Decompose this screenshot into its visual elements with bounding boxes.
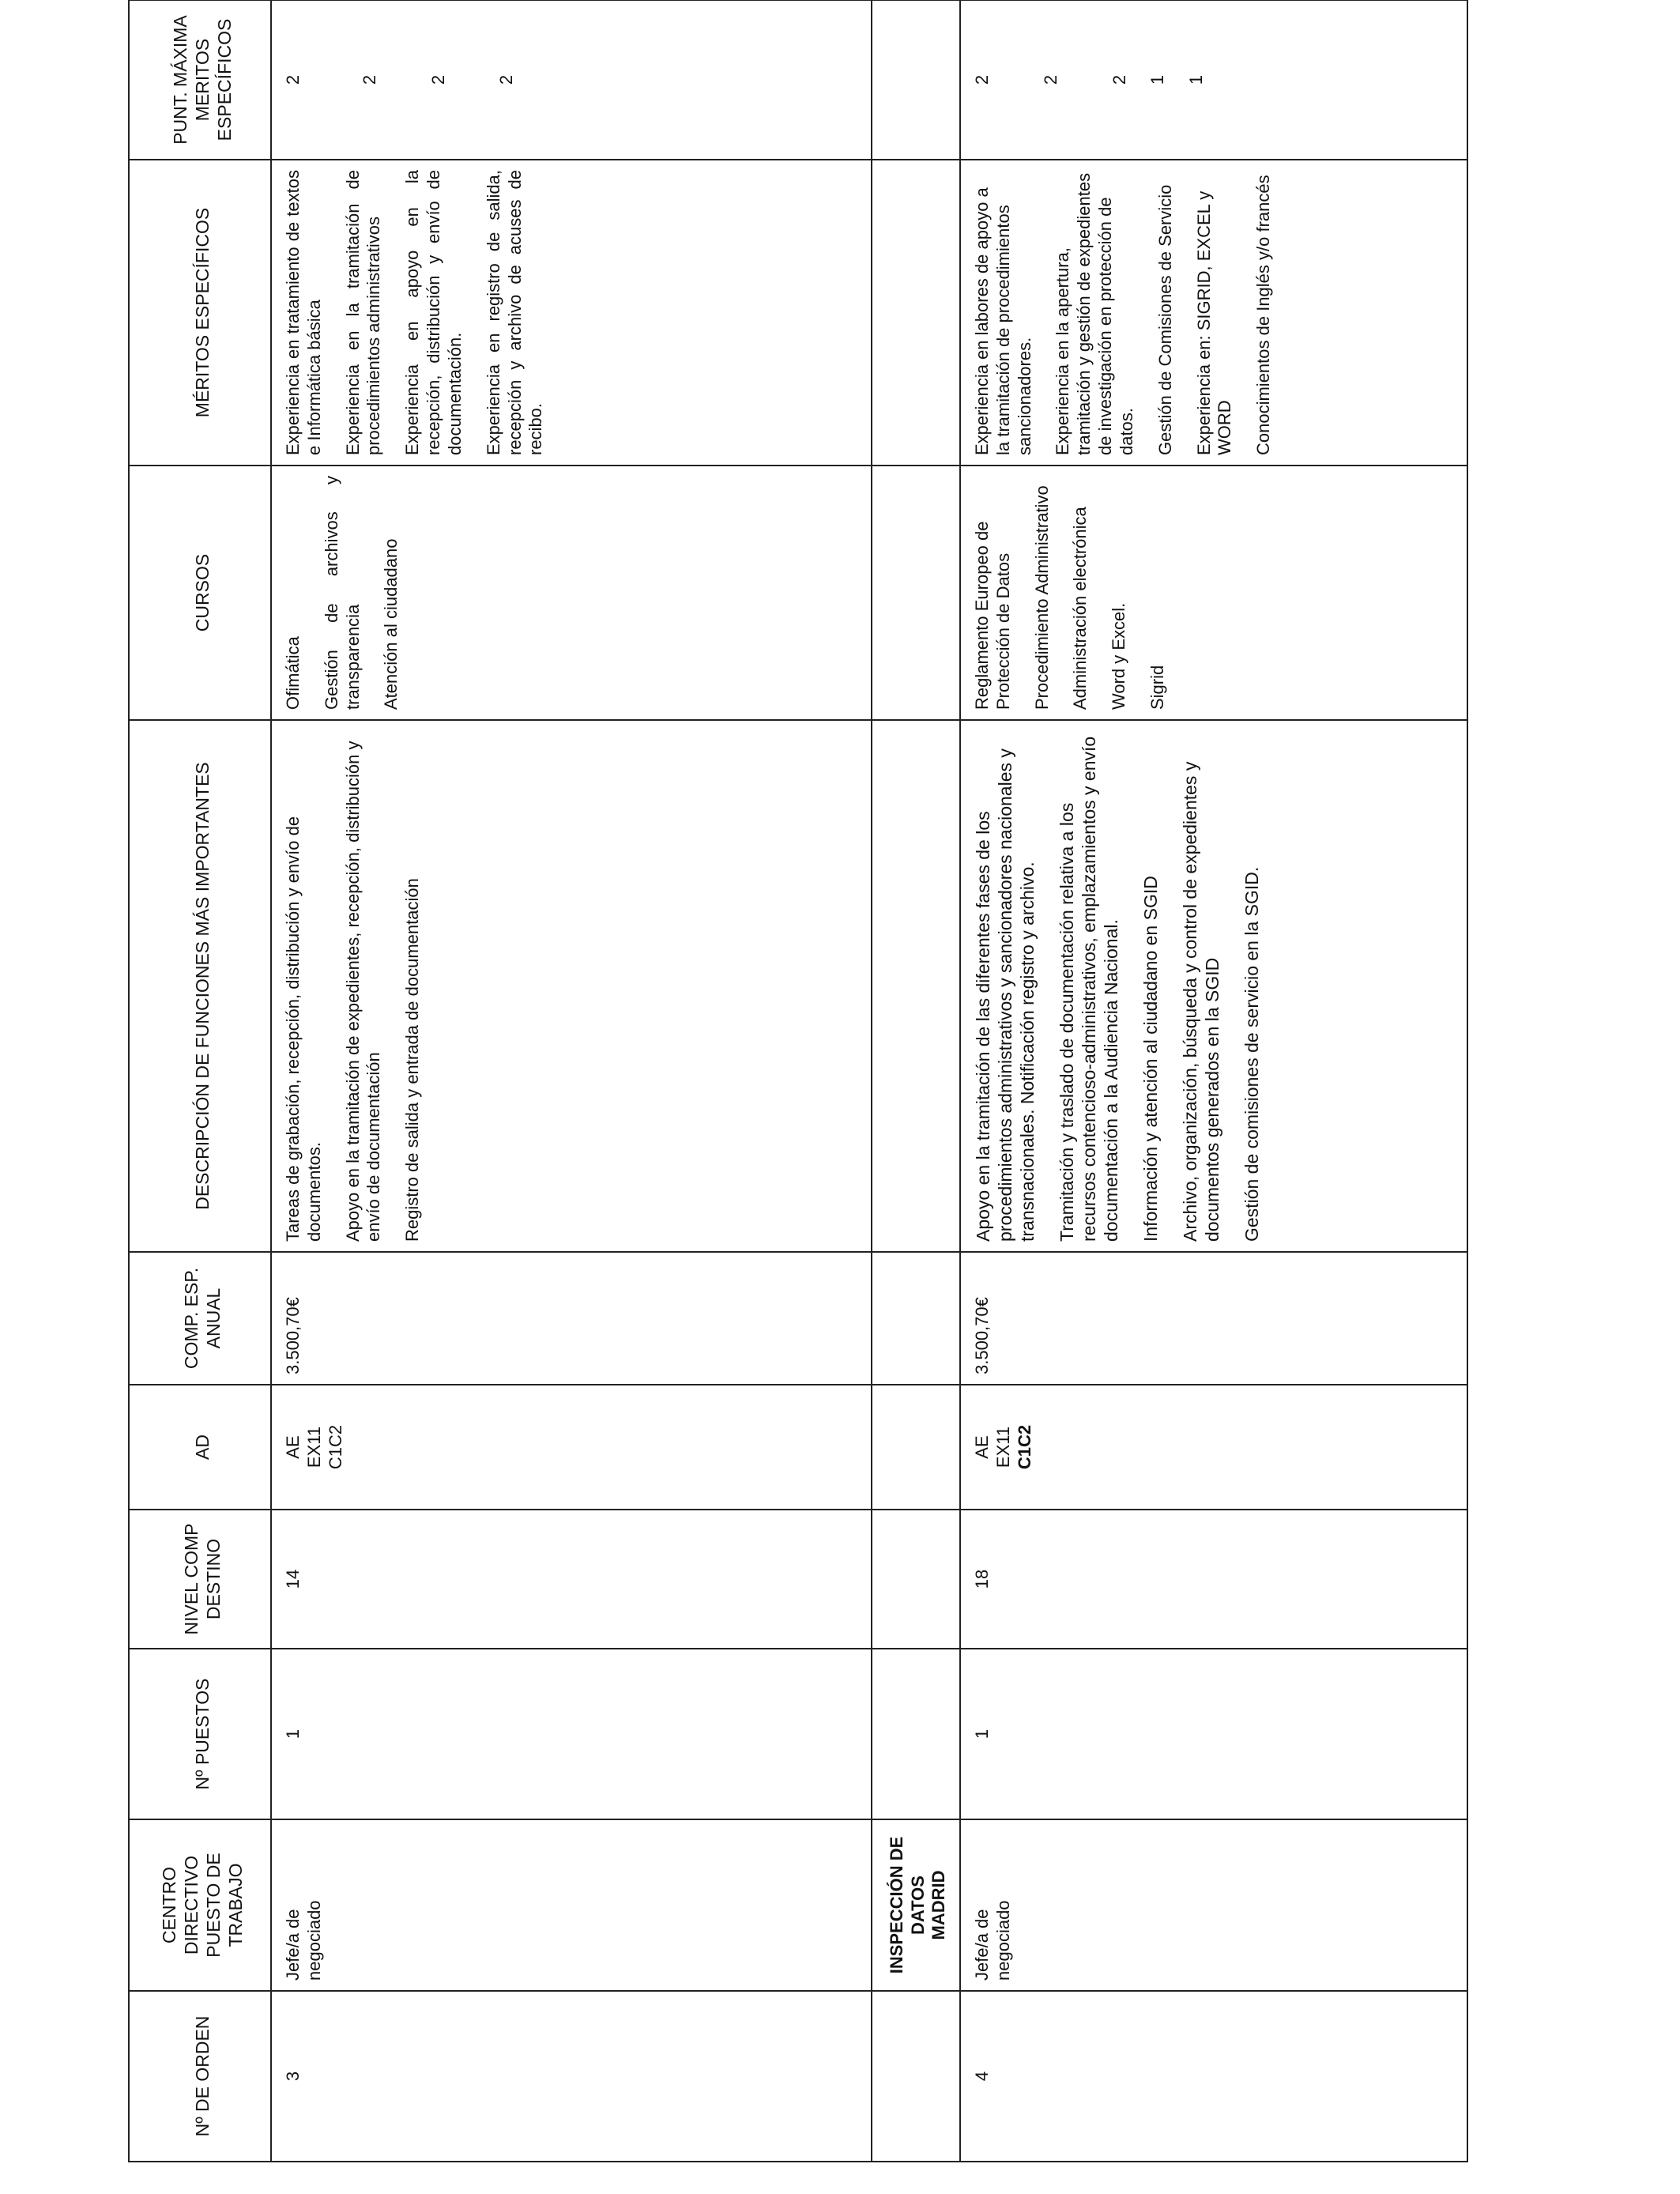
curso-item: Administración electrónica (1070, 507, 1090, 710)
puesto-cell: Jefe/a de negociado (271, 1819, 872, 1991)
merito-item: Experiencia en la tramitación de procedimientos administrativos (342, 170, 384, 455)
merito-item: Experiencia en apoyo en la recepción, distribución y envío de documentación. (402, 170, 465, 455)
funcion-item: Tramitación y traslado de documentación relativa a los recursos contencioso-administrativos, emplazamientos y envío documentación a la Audiencia Nacional. (1057, 736, 1122, 1242)
header-meritos: MÉRITOS ESPECÍFICOS (129, 160, 271, 466)
puesto-cell: Jefe/a de negociado (960, 1819, 1467, 1991)
ad-line: AE (972, 1435, 992, 1459)
ad-cell (271, 1385, 872, 1510)
ad-line: AE (283, 1435, 303, 1459)
punto-item: 2 (1109, 74, 1129, 85)
meritos-cell (960, 160, 1467, 466)
job-positions-table (128, 0, 1468, 2162)
punto-item: 2 (359, 74, 379, 85)
punto-item: 2 (972, 74, 992, 85)
cursos-cell (271, 466, 872, 720)
curso-item: Sigrid (1147, 665, 1168, 710)
funcion-item: Registro de salida y entrada de documentación (402, 878, 423, 1242)
punto-item: 2 (283, 74, 303, 85)
merito-item: Experiencia en: SIGRID, EXCEL y WORD (1193, 190, 1235, 455)
comp-cell: 3.500,70€ (960, 1252, 1467, 1385)
funciones-cell (960, 720, 1467, 1252)
header-row (129, 0, 271, 2162)
funcion-item: Tareas de grabación, recepción, distribución y envío de documentos. (283, 816, 324, 1242)
table-row (960, 0, 1467, 2162)
header-ad: AD (129, 1385, 271, 1510)
funcion-item: Apoyo en la tramitación de las diferentes fases de los procedimientos administrativos y sancionadores nacionales y transnacionales. Notificación registro y archivo. (973, 748, 1038, 1242)
funcion-item: Información y atención al ciudadano en SGID (1140, 876, 1162, 1242)
ad-line: C1C2 (325, 1424, 345, 1470)
nivel-cell: 14 (271, 1510, 872, 1649)
ad-line: C1C2 (1014, 1424, 1034, 1470)
punto-item: 2 (496, 74, 517, 85)
funcion-item: Apoyo en la tramitación de expedientes, recepción, distribución y envío de documentación (342, 741, 384, 1242)
punto-item: 2 (428, 74, 448, 85)
header-puestos: Nº PUESTOS (129, 1649, 271, 1819)
curso-item: Reglamento Europeo de Protección de Datos (972, 521, 1013, 710)
curso-item: Gestión de archivos y transparencia (321, 476, 363, 710)
punto-item: 1 (1147, 74, 1168, 85)
orden-cell: 3 (271, 1991, 872, 2162)
header-descripcion: DESCRIPCIÓN DE FUNCIONES MÁS IMPORTANTES (129, 720, 271, 1252)
header-comp: COMP. ESP. ANUAL (129, 1252, 271, 1385)
ad-line: EX11 (993, 1426, 1013, 1468)
meritos-cell (271, 160, 872, 466)
header-puntuacion: PUNT. MÁXIMA MERITOS ESPECÍFICOS (129, 0, 271, 160)
merito-item: Experiencia en la apertura, tramitación y gestión de expedientes de investigación en protección de datos. (1053, 172, 1136, 455)
ad-line: EX11 (303, 1426, 324, 1468)
funciones-cell (271, 720, 872, 1252)
section-title: INSPECCIÓN DE DATOS MADRID (872, 1819, 960, 1991)
ad-cell (960, 1385, 1467, 1510)
curso-item: Procedimiento Administrativo (1031, 485, 1052, 710)
comp-cell: 3.500,70€ (271, 1252, 872, 1385)
curso-item: Ofimática (283, 636, 303, 710)
nivel-cell: 18 (960, 1510, 1467, 1649)
puestos-cell: 1 (271, 1649, 872, 1819)
merito-item: Experiencia en labores de apoyo a la tramitación de procedimientos sancionadores. (972, 187, 1034, 455)
header-cursos: CURSOS (129, 466, 271, 720)
punto-item: 2 (1040, 74, 1060, 85)
funcion-item: Gestión de comisiones de servicio en la SGID. (1241, 866, 1263, 1242)
puntos-cell (960, 0, 1467, 160)
section-row (872, 0, 960, 2162)
merito-item: Experiencia en registro de salida, recepción y archivo de acuses de recibo. (483, 170, 546, 455)
orden-cell: 4 (960, 1991, 1467, 2162)
merito-item: Experiencia en tratamiento de textos e Informática básica (283, 170, 324, 455)
funcion-item: Archivo, organización, búsqueda y control de expedientes y documentos generados en la SGID (1180, 761, 1223, 1242)
curso-item: Atención al ciudadano (381, 538, 401, 710)
puntos-cell (271, 0, 872, 160)
header-centro: CENTRO DIRECTIVO PUESTO DE TRABAJO (129, 1819, 271, 1991)
header-orden: Nº DE ORDEN (129, 1991, 271, 2162)
puestos-cell: 1 (960, 1649, 1467, 1819)
header-nivel: NIVEL COMP DESTINO (129, 1510, 271, 1649)
table-row (271, 0, 872, 2162)
punto-item: 1 (1186, 74, 1207, 85)
curso-item: Word y Excel. (1109, 602, 1129, 710)
cursos-cell (960, 466, 1467, 720)
merito-item: Gestión de Comisiones de Servicio (1155, 184, 1175, 455)
merito-item: Conocimientos de Inglés y/o francés (1253, 175, 1274, 455)
